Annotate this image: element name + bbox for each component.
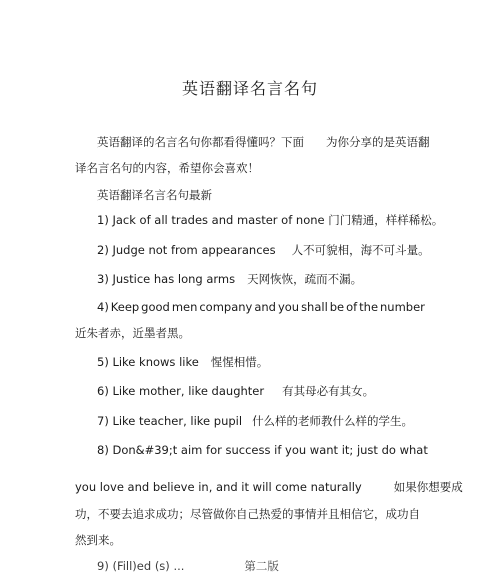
quote-zh: 门门精通，样样稀松。 bbox=[328, 213, 444, 227]
intro-line-1 bbox=[97, 134, 430, 150]
quote-item-9-partial bbox=[97, 558, 279, 574]
quote-en: you love and believe in, and it will come naturally bbox=[75, 480, 362, 494]
quote-zh: 天网恢恢，疏而不漏。 bbox=[247, 272, 363, 286]
word: the bbox=[359, 300, 379, 314]
quote-en: 3) Justice has long arms bbox=[97, 272, 236, 286]
quote-item-4-zh: 近朱者赤，近墨者黑。 bbox=[75, 326, 190, 340]
quote-item-3 bbox=[97, 271, 362, 287]
intro-text-1a: 英语翻译的名言名句你都看得懂吗？下面 bbox=[97, 135, 304, 149]
word: be bbox=[329, 300, 345, 314]
quote-item-8-cont bbox=[75, 479, 463, 495]
quote-en: 9) (Fill)ed (s) ... bbox=[97, 559, 185, 573]
intro-line-2: 译名言名句的内容，希望你会喜欢！ bbox=[75, 161, 259, 175]
quote-item-5 bbox=[97, 354, 268, 370]
quote-en: 1) Jack of all trades and master of none bbox=[97, 213, 325, 227]
word: shall bbox=[301, 300, 328, 314]
quote-zh: 有其母必有其女。 bbox=[282, 384, 375, 398]
quote-en: 7) Like teacher, like pupil bbox=[97, 414, 243, 428]
intro-text-1b: 为你分享的是英语翻 bbox=[326, 135, 430, 149]
quote-item-4-en bbox=[97, 299, 425, 315]
quote-en: 6) Like mother, like daughter bbox=[97, 384, 265, 398]
quote-en: 2) Judge not from appearances bbox=[97, 243, 276, 257]
word: 4) bbox=[97, 300, 109, 314]
word: men bbox=[171, 300, 198, 314]
word: Keep bbox=[110, 300, 140, 314]
quote-zh: 什么样的老师教什么样的学生。 bbox=[252, 414, 414, 428]
page-title: 英语翻译名言名句 bbox=[181, 79, 318, 98]
quote-item-6 bbox=[97, 383, 374, 399]
quote-zh: 惺惺相惜。 bbox=[210, 355, 269, 369]
quote-item-7 bbox=[97, 413, 413, 429]
word: you bbox=[277, 300, 300, 314]
quote-item-8-cont-2: 功，不要去追求成功；尽管做你自己热爱的事情并且相信它，成功自 bbox=[75, 507, 420, 521]
quote-item-8: 8) Don&#39;t aim for success if you want it; just do what bbox=[97, 443, 428, 457]
word: and bbox=[254, 300, 276, 314]
quote-zh: 第二版 bbox=[244, 559, 279, 573]
word: number bbox=[380, 300, 425, 314]
quote-item-1 bbox=[97, 212, 443, 228]
quote-zh: 人不可貌相，海不可斗量。 bbox=[291, 243, 430, 257]
quote-item-8-cont-3: 然到来。 bbox=[75, 533, 121, 547]
word: good bbox=[141, 300, 170, 314]
quote-item-2 bbox=[97, 242, 430, 258]
word: of bbox=[346, 300, 358, 314]
word: company bbox=[199, 300, 253, 314]
quote-en: 5) Like knows like bbox=[97, 355, 199, 369]
section-heading: 英语翻译名言名句最新 bbox=[97, 188, 212, 202]
quote-zh: 如果你想要成 bbox=[393, 480, 463, 494]
